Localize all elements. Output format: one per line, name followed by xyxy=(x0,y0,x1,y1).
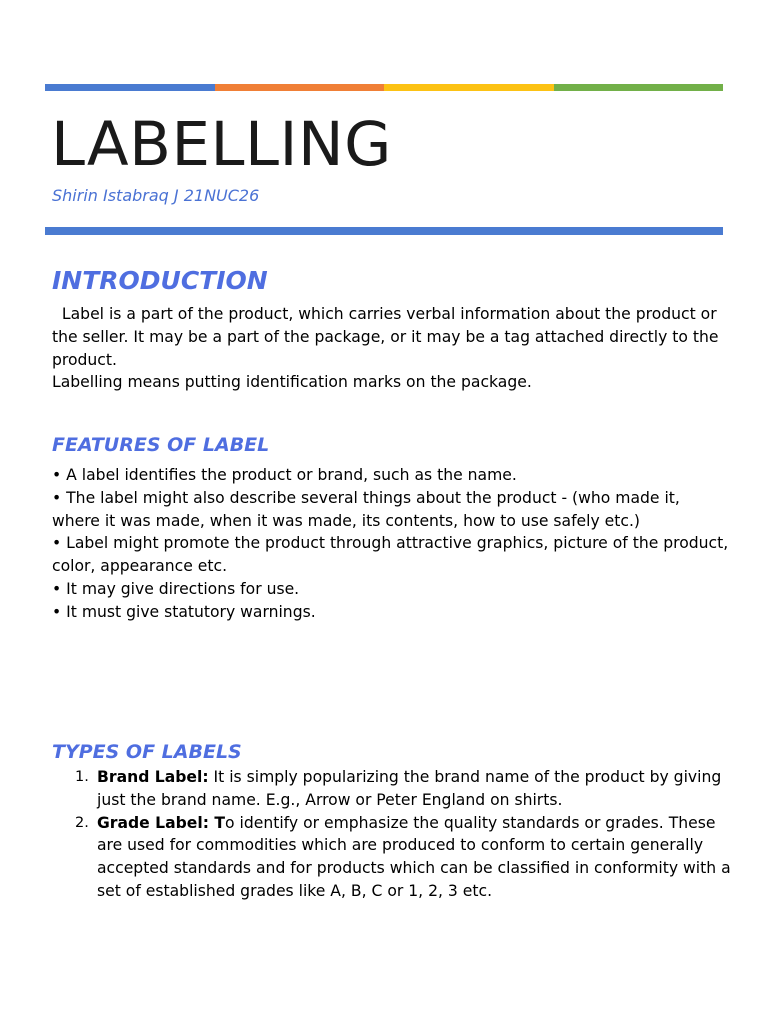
color-bar-orange-segment xyxy=(215,84,385,91)
types-item-text: It is simply popularizing the brand name of the product by giving just the brand name. E.g., Arrow or Peter England on shirts. xyxy=(97,768,722,809)
features-heading: FEATURES OF LABEL xyxy=(52,434,270,456)
features-item: • A label identifies the product or brand, such as the name. xyxy=(52,466,517,484)
types-item-body xyxy=(97,766,732,812)
types-list-item xyxy=(52,766,732,812)
types-list xyxy=(52,766,732,903)
introduction-paragraph: Label is a part of the product, which carries verbal information about the product or the seller. It may be a part of the package, or it may be a tag attached directly to the product. xyxy=(52,305,724,369)
list-number: 1. xyxy=(75,769,89,785)
author-line: Shirin Istabraq J 21NUC26 xyxy=(52,186,260,205)
types-item-body xyxy=(97,812,732,903)
list-number: 2. xyxy=(75,814,89,831)
features-item: • It must give statutory warnings. xyxy=(52,602,316,621)
color-bar-green-segment xyxy=(554,84,724,91)
features-item: • The label might also describe several things about the product - (who made it, where it was made, when it was made, its contents, how to use safely etc.) xyxy=(52,488,680,530)
introduction-heading: INTRODUCTION xyxy=(52,266,268,295)
features-list xyxy=(52,464,732,624)
types-item-text: o identify or emphasize the quality standards or grades. These are used for commodities which are produced to conform to certain generally accepted standards and for products which can be classified in conformity with a set of established grades like A, B, C or 1, 2, 3 etc. xyxy=(97,813,731,900)
features-item: • Label might promote the product through attractive graphics, picture of the product, color, appearance etc. xyxy=(52,534,729,576)
introduction-paragraph: Labelling means putting identification marks on the package. xyxy=(52,373,532,392)
color-bar-blue-segment xyxy=(45,84,215,91)
types-list-item xyxy=(52,812,732,903)
features-item: • It may give directions for use. xyxy=(52,579,300,598)
introduction-body xyxy=(52,303,732,394)
types-heading: TYPES OF LABELS xyxy=(52,741,242,763)
color-bar-yellow-segment xyxy=(384,84,554,91)
document-title: LABELLING xyxy=(51,109,392,180)
title-divider xyxy=(45,227,723,235)
types-item-term: Brand Label: xyxy=(97,768,209,786)
types-item-term: Grade Label: T xyxy=(97,813,226,832)
color-bar xyxy=(45,84,723,91)
